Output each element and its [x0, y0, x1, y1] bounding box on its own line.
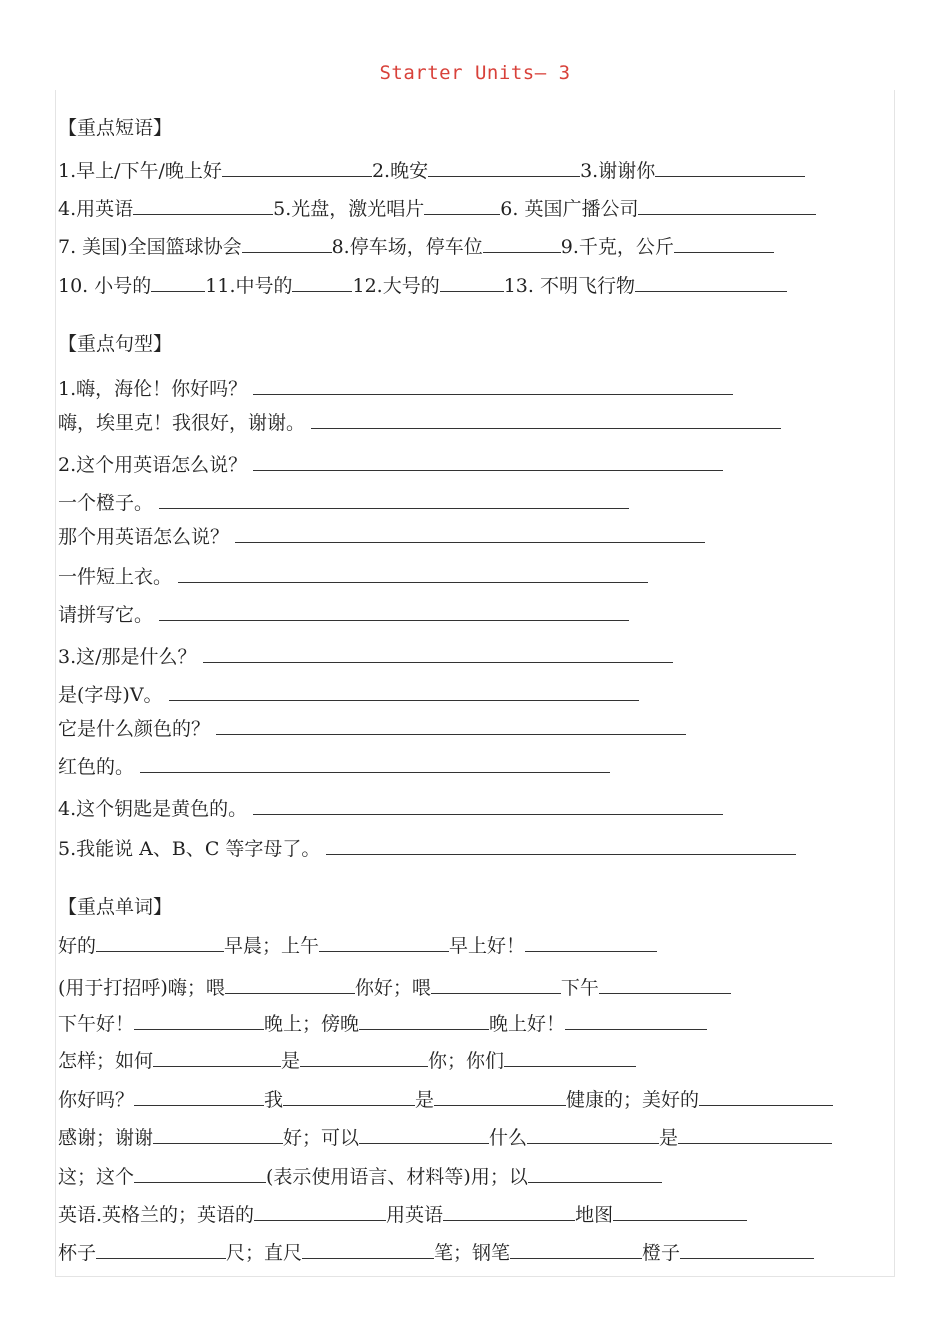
word-label: 晚上；傍晚 [264, 1013, 360, 1035]
word-label: 早上好！ [449, 935, 526, 957]
word-row [58, 1240, 814, 1265]
word-label: 是 [415, 1089, 435, 1111]
answer-blank[interactable] [678, 1125, 832, 1144]
phrase-label: 9.千克，公斤 [560, 236, 674, 258]
answer-blank[interactable] [159, 602, 629, 621]
word-label: 用英语 [386, 1204, 444, 1226]
answer-blank[interactable] [153, 1048, 281, 1067]
word-label: 健康的；美好的 [566, 1089, 700, 1111]
sentence-prompt: 请拼写它。 [58, 604, 154, 626]
word-label: 感谢；谢谢 [58, 1127, 154, 1149]
phrase-label: 13. 不明飞行物 [503, 275, 635, 297]
answer-blank[interactable] [510, 1240, 642, 1259]
answer-blank[interactable] [527, 1125, 659, 1144]
word-label: 好的 [58, 935, 97, 957]
word-label: 英语.英格兰的；英语的 [58, 1204, 255, 1226]
section-heading-phrases [58, 116, 172, 140]
answer-blank[interactable] [235, 524, 705, 543]
sentence-prompt: 4.这个钥匙是黄色的。 [58, 798, 248, 820]
word-label: 是 [281, 1050, 301, 1072]
answer-blank[interactable] [674, 234, 774, 253]
answer-blank[interactable] [225, 975, 355, 994]
phrase-label: 5.光盘，激光唱片 [273, 198, 425, 220]
sentence-prompt: 2.这个用英语怎么说？ [58, 454, 248, 476]
word-label: 尺；直尺 [226, 1242, 303, 1264]
answer-blank[interactable] [635, 273, 787, 292]
section-heading-text: 【重点单词】 [58, 896, 173, 918]
sentence-prompt: 那个用英语怎么说？ [58, 526, 230, 548]
word-label: (表示使用语言、材料等)用；以 [266, 1166, 528, 1188]
answer-blank[interactable] [134, 1087, 264, 1106]
answer-blank[interactable] [613, 1202, 747, 1221]
answer-blank[interactable] [431, 975, 561, 994]
sentence-row [58, 490, 629, 515]
answer-blank[interactable] [699, 1087, 833, 1106]
answer-blank[interactable] [424, 196, 500, 215]
word-row [58, 1048, 636, 1073]
sentence-prompt: 1.嗨，海伦！你好吗？ [58, 378, 248, 400]
word-row [58, 1087, 833, 1112]
answer-blank[interactable] [292, 273, 352, 292]
sentence-row [58, 836, 796, 861]
answer-blank[interactable] [440, 273, 504, 292]
answer-blank[interactable] [311, 410, 781, 429]
word-label: 你；你们 [428, 1050, 505, 1072]
answer-blank[interactable] [483, 234, 561, 253]
word-row [58, 1011, 707, 1036]
answer-blank[interactable] [254, 1202, 386, 1221]
phrase-label: 8.停车场，停车位 [331, 236, 483, 258]
phrase-label: 1.早上/下午/晚上好 [58, 160, 222, 182]
phrase-label: 6. 英国广播公司 [500, 198, 639, 220]
word-label: 什么 [489, 1127, 528, 1149]
word-label: 这；这个 [58, 1166, 135, 1188]
answer-blank[interactable] [428, 158, 580, 177]
word-label: 你好吗？ [58, 1089, 135, 1111]
word-row [58, 1164, 662, 1189]
answer-blank[interactable] [300, 1048, 428, 1067]
sentence-row [58, 452, 723, 477]
phrase-row [58, 196, 816, 221]
answer-blank[interactable] [283, 1087, 415, 1106]
phrase-label: 7. 美国)全国篮球协会 [58, 236, 242, 258]
phrase-row [58, 158, 805, 183]
answer-blank[interactable] [133, 196, 273, 215]
answer-blank[interactable] [216, 716, 686, 735]
word-label: 下午 [560, 977, 599, 999]
answer-blank[interactable] [96, 1240, 226, 1259]
answer-blank[interactable] [169, 682, 639, 701]
answer-blank[interactable] [680, 1240, 814, 1259]
phrase-row [58, 273, 787, 298]
sentence-prompt: 嗨，埃里克！我很好，谢谢。 [58, 412, 306, 434]
worksheet-title: Starter Units— 3 [379, 62, 571, 84]
sentence-row [58, 716, 686, 741]
answer-blank[interactable] [638, 196, 816, 215]
sentence-row [58, 376, 733, 401]
word-row [58, 933, 657, 958]
sentence-prompt: 红色的。 [58, 756, 135, 778]
sentence-prompt: 是(字母)V。 [58, 684, 163, 706]
word-label: 笔；钢笔 [434, 1242, 511, 1264]
word-label: 早晨；上午 [224, 935, 320, 957]
word-label: 你好；喂 [354, 977, 431, 999]
answer-blank[interactable] [359, 1011, 489, 1030]
answer-blank[interactable] [655, 158, 805, 177]
sentence-row [58, 524, 705, 549]
answer-blank[interactable] [253, 452, 723, 471]
phrase-row [58, 234, 774, 259]
answer-blank[interactable] [525, 933, 657, 952]
answer-blank[interactable] [253, 796, 723, 815]
answer-blank[interactable] [565, 1011, 707, 1030]
word-label: 是 [659, 1127, 679, 1149]
sentence-prompt: 一件短上衣。 [58, 566, 173, 588]
word-label: 好；可以 [283, 1127, 360, 1149]
word-row [58, 1125, 832, 1150]
answer-blank[interactable] [528, 1164, 662, 1183]
phrase-label: 4.用英语 [58, 198, 134, 220]
section-heading-text: 【重点句型】 [58, 333, 173, 355]
answer-blank[interactable] [140, 754, 610, 773]
answer-blank[interactable] [159, 490, 629, 509]
section-heading-text: 【重点短语】 [58, 117, 173, 139]
answer-blank[interactable] [134, 1164, 266, 1183]
sentence-row [58, 682, 639, 707]
answer-blank[interactable] [434, 1087, 566, 1106]
answer-blank[interactable] [203, 644, 673, 663]
section-heading-sentences [58, 332, 172, 356]
section-heading-words [58, 895, 172, 919]
answer-blank[interactable] [151, 273, 205, 292]
answer-blank[interactable] [319, 933, 449, 952]
answer-blank[interactable] [326, 836, 796, 855]
word-row [58, 1202, 747, 1227]
answer-blank[interactable] [302, 1240, 434, 1259]
word-label: 我 [264, 1089, 284, 1111]
answer-blank[interactable] [96, 933, 224, 952]
answer-blank[interactable] [599, 975, 731, 994]
word-label: 杯子 [58, 1242, 97, 1264]
sentence-prompt: 3.这/那是什么？ [58, 646, 197, 668]
answer-blank[interactable] [504, 1048, 636, 1067]
answer-blank[interactable] [359, 1125, 489, 1144]
word-label: 地图 [575, 1204, 614, 1226]
phrase-label: 10. 小号的 [58, 275, 152, 297]
sentence-row [58, 754, 610, 779]
phrase-label: 2.晚安 [371, 160, 429, 182]
phrase-label: 11.中号的 [205, 275, 293, 297]
answer-blank[interactable] [242, 234, 332, 253]
word-label: 橙子 [642, 1242, 681, 1264]
sentence-row [58, 796, 723, 821]
word-label: 晚上好！ [489, 1013, 566, 1035]
answer-blank[interactable] [443, 1202, 575, 1221]
answer-blank[interactable] [253, 376, 733, 395]
word-label: 下午好！ [58, 1013, 135, 1035]
phrase-label: 12.大号的 [352, 275, 440, 297]
sentence-prompt: 5.我能说 A、B、C 等字母了。 [58, 838, 321, 860]
word-row [58, 975, 731, 1000]
answer-blank[interactable] [153, 1125, 283, 1144]
answer-blank[interactable] [222, 158, 372, 177]
answer-blank[interactable] [134, 1011, 264, 1030]
word-label: (用于打招呼)嗨；喂 [58, 977, 225, 999]
sentence-row [58, 410, 781, 435]
phrase-label: 3.谢谢你 [580, 160, 656, 182]
sentence-row [58, 602, 629, 627]
sentence-prompt: 一个橙子。 [58, 492, 154, 514]
sentence-row [58, 564, 648, 589]
sentence-prompt: 它是什么颜色的？ [58, 718, 211, 740]
sentence-row [58, 644, 673, 669]
word-label: 怎样；如何 [58, 1050, 154, 1072]
answer-blank[interactable] [178, 564, 648, 583]
